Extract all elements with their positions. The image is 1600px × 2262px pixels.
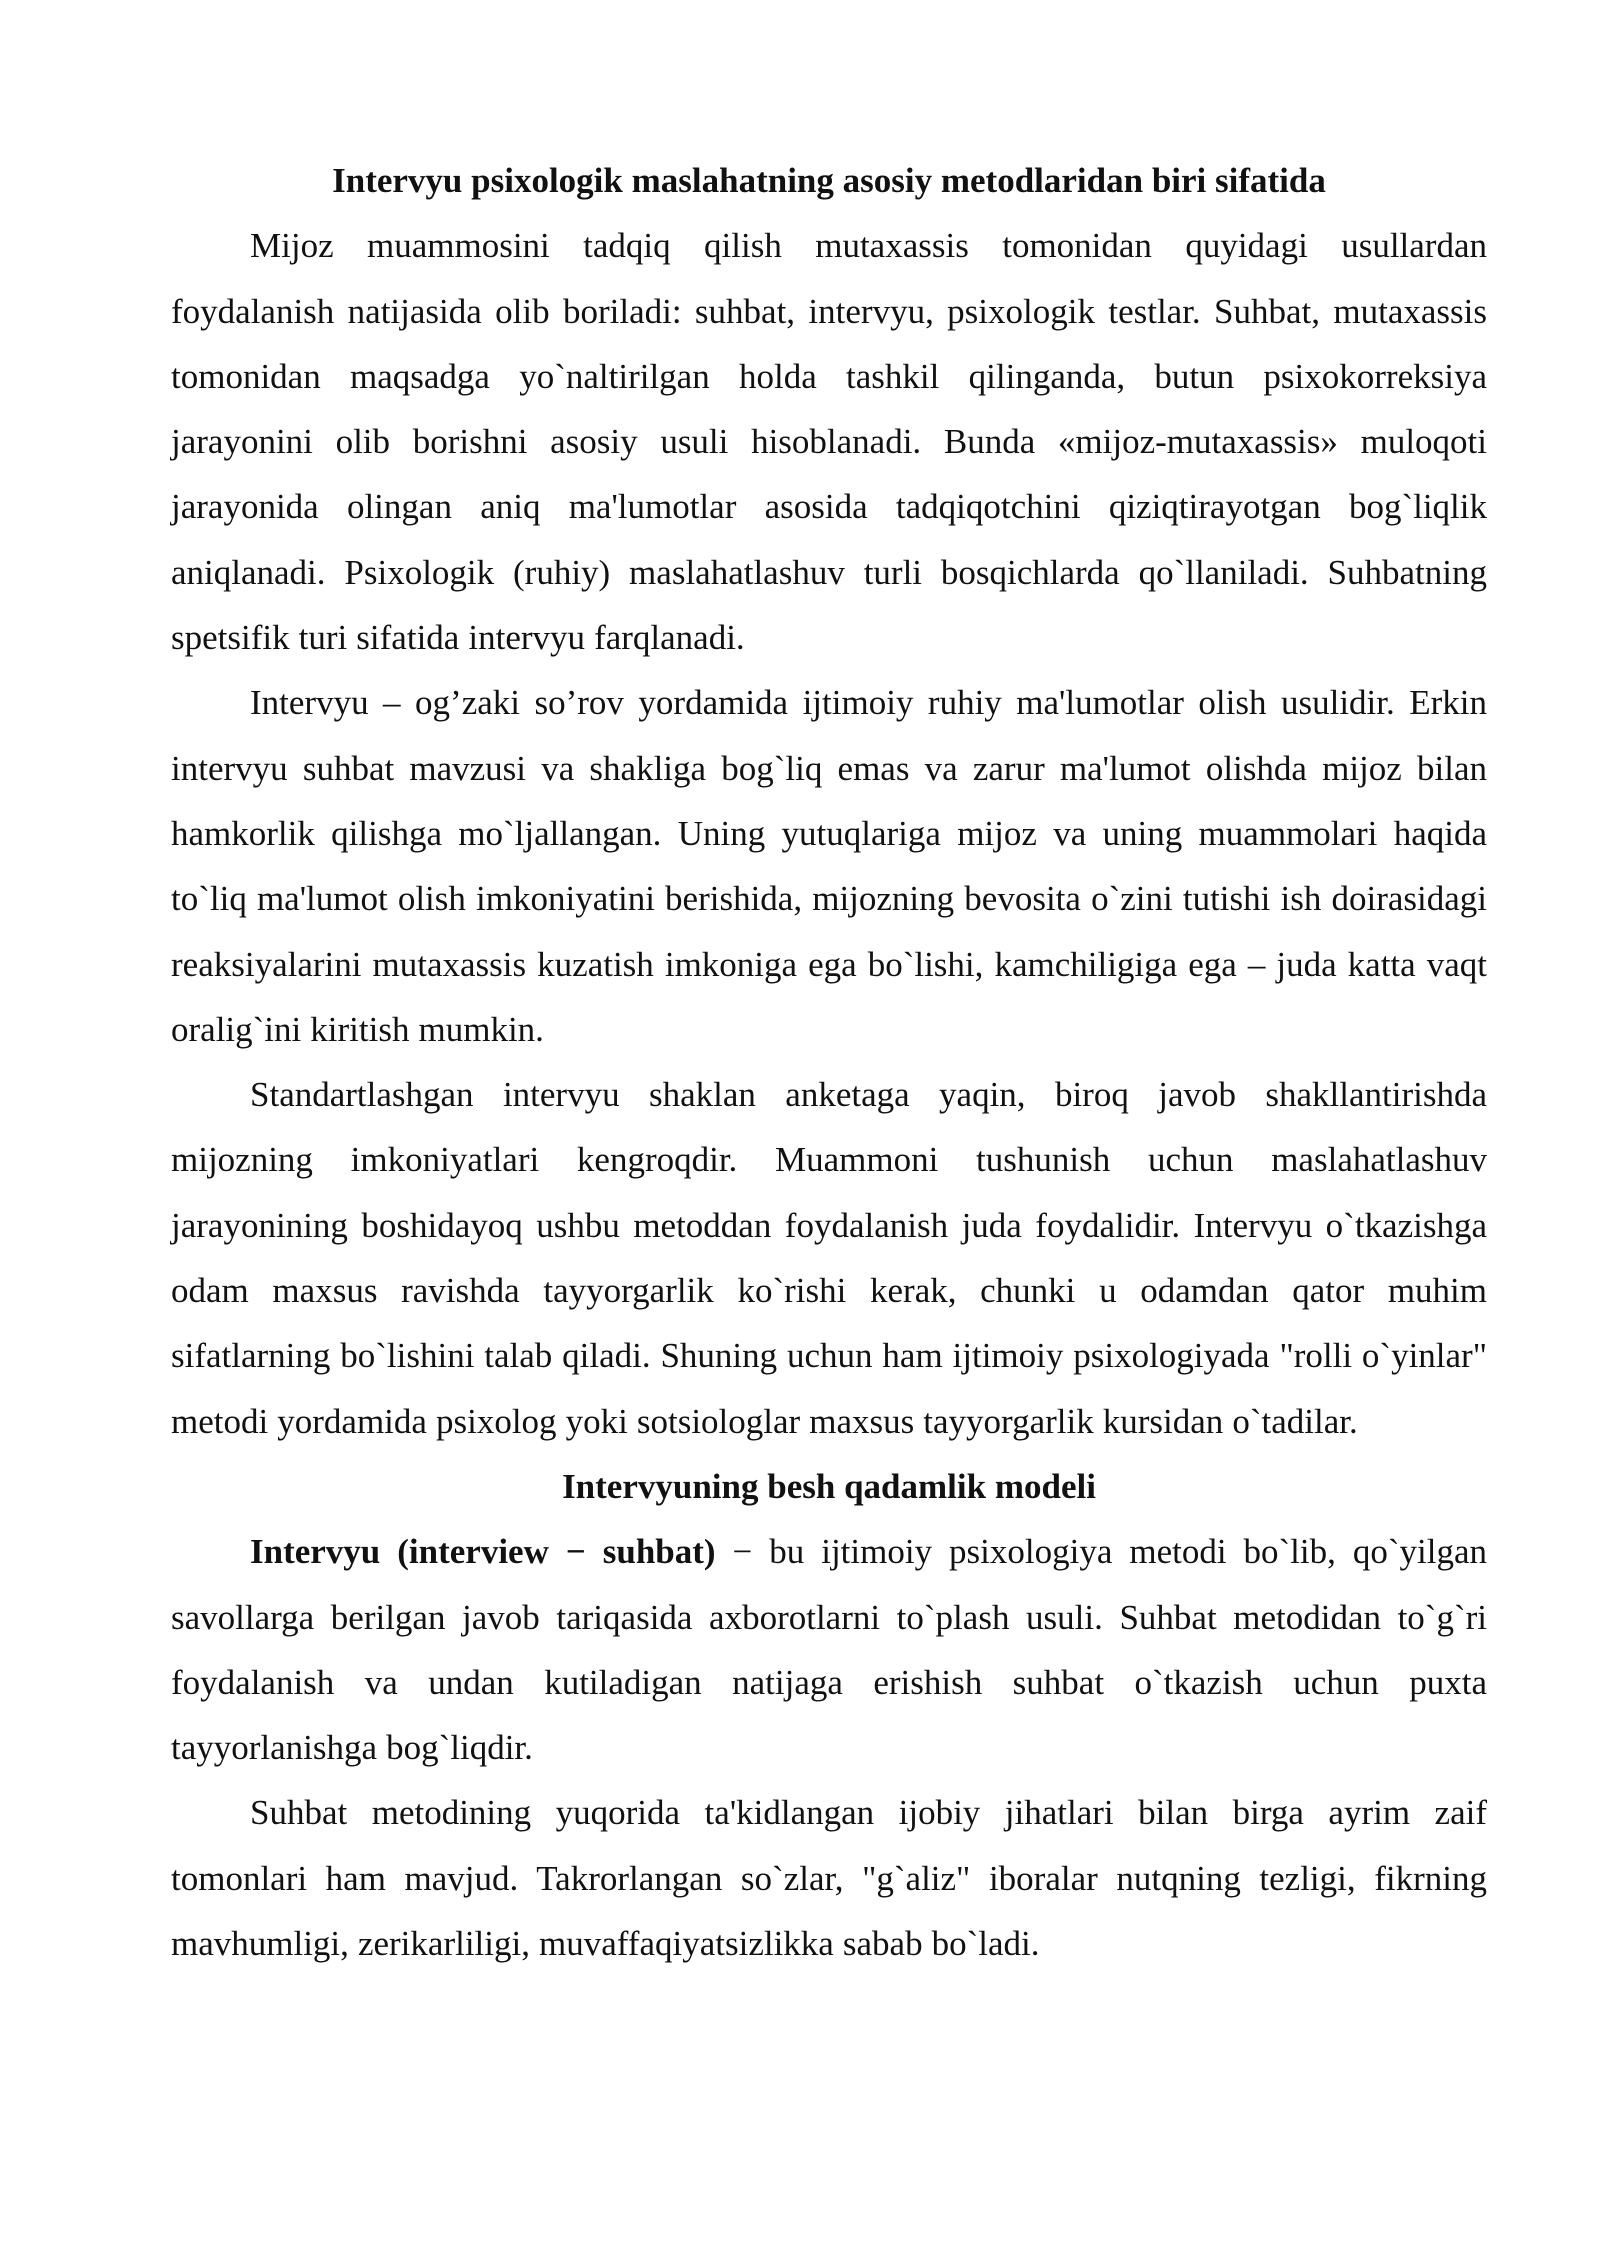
paragraph-4-text: − bu ijtimoiy psixologiya metodi bo`lib, qo`yilgan savollarga berilgan javob tariqasida axborotlarni to`plash usuli. Suhbat metodidan to`g`ri foydalanish va undan kutiladigan natijaga erishish suhbat o`tkazish uchun puxta tayyorlanishga bog`liqdir.: [171, 1532, 1487, 1768]
paragraph-5: Suhbat metodining yuqorida ta'kidlangan ijobiy jihatlari bilan birga ayrim zaif tomonlari ham mavjud. Takrorlangan so`zlar, "g`aliz" iboralar nutqning tezligi, fikrning mavhumligi, zerikarliligi, muvaffaqiyatsizlikka sabab bo`ladi.: [171, 1793, 1487, 1964]
paragraph-4-lead: Intervyu (interview − suhbat): [250, 1532, 716, 1572]
paragraph-1: Mijoz muammosini tadqiq qilish mutaxassis tomonidan quyidagi usullardan foydalanish natijasida olib boriladi: suhbat, intervyu, psixologik testlar. Suhbat, mutaxassis tomonidan maqsadga yo`naltirilgan holda tashkil qilinganda, butun psixokorreksiya jarayonini olib borishni asosiy usuli hisoblanadi. Bunda «mijoz-mutaxassis» muloqoti jarayonida olingan aniq ma'lumotlar asosida tadqiqotchini qiziqtirayotgan bog`liqlik aniqlanadi. Psixologik (ruhiy) maslahatlashuv turli bosqichlarda qo`llaniladi. Suhbatning spetsifik turi sifatida intervyu farqlanadi.: [171, 226, 1487, 658]
section-subheading: Intervyuning besh qadamlik modeli: [562, 1466, 1096, 1506]
paragraph-4: [171, 1519, 1487, 1780]
document-page: [171, 148, 1487, 1976]
paragraph-2: Intervyu – og’zaki so’rov yordamida ijtimoiy ruhiy ma'lumotlar olish usulidir. Erkin intervyu suhbat mavzusi va shakliga bog`liq emas va zarur ma'lumot olishda mijoz bilan hamkorlik qilishga mo`ljallangan. Uning yutuqlariga mijoz va uning muammolari haqida to`liq ma'lumot olish imkoniyatini berishida, mijozning bevosita o`zini tutishi ish doirasidagi reaksiyalarini mutaxassis kuzatish imkoniga ega bo`lishi, kamchiligiga ega – juda katta vaqt oralig`ini kiritish mumkin.: [171, 683, 1487, 1049]
paragraph-3: Standartlashgan intervyu shaklan anketaga yaqin, biroq javob shakllantirishda mijozning imkoniyatlari kengroqdir. Muammoni tushunish uchun maslahatlashuv jarayonining boshidayoq ushbu metoddan foydalanish juda foydalidir. Intervyu o`tkazishga odam maxsus ravishda tayyorgarlik ko`rishi kerak, chunki u odamdan qator muhim sifatlarning bo`lishini talab qiladi. Shuning uchun ham ijtimoiy psixologiyada "rolli o`yinlar" metodi yordamida psixolog yoki sotsiologlar maxsus tayyorgarlik kursidan o`tadilar.: [171, 1075, 1487, 1441]
document-title: Intervyu psixologik maslahatning asosiy metodlaridan biri sifatida: [332, 161, 1326, 200]
